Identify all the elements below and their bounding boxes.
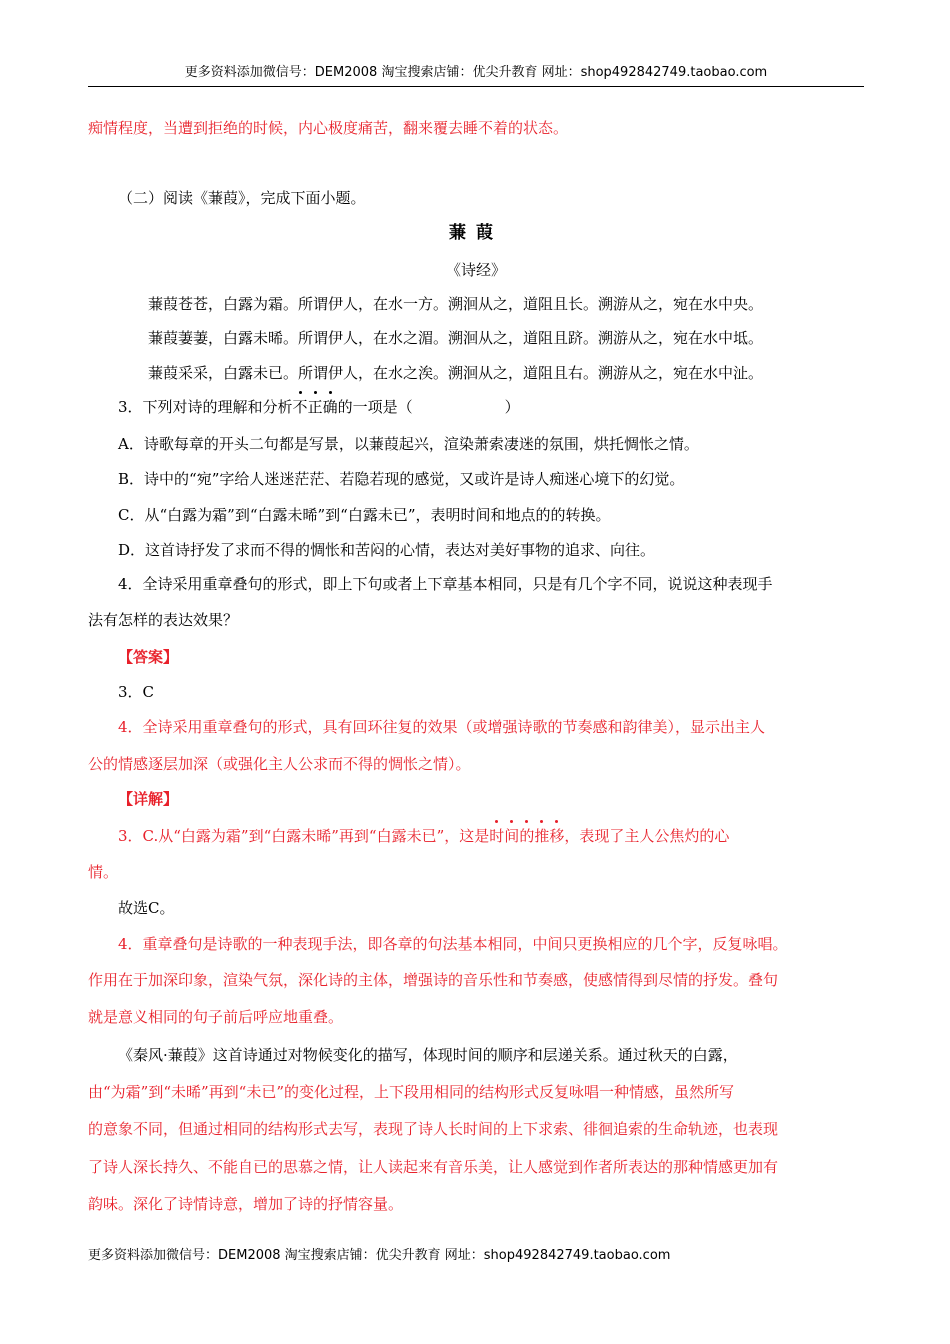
question-3 [118,396,864,418]
emphasis-char: 间 [504,827,520,845]
explain-3-line-2: 情。 [88,863,119,881]
section-intro: （二）阅读《蒹葭》，完成下面小题。 [118,189,366,207]
question-4-line-1: 4．全诗采用重章叠句的形式，即上下句或者上下章基本相同，只是有几个字不同，说说这种表现手 [118,575,773,593]
analysis-line-1: 由“为霜”到“未晞”再到“未已”的变化过程，上下段用相同的结构形式反复咏唱一种情感，虽然所写 [88,1083,735,1101]
emphasis-char: 移 [549,827,565,845]
page-header: 更多资料添加微信号：DEM2008 淘宝搜索店铺：优尖升教育 网址：shop492842749.taobao.com [184,65,768,80]
explain-3-conclusion: 故选C。 [118,899,175,917]
question-3-close: ） [504,398,520,416]
explain-label: 【详解】 [118,790,179,808]
analysis-line-2: 的意象不同，但通过相同的结构形式去写，表现了诗人长时间的上下求索、徘徊追索的生命轨迹，也表现 [88,1120,779,1138]
question-4-line-2: 法有怎样的表达效果？ [88,611,239,629]
emphasis-char: 推 [534,827,550,845]
poem-stanza-1: 蒹葭苍苍，白露为霜。所谓伊人，在水一方。溯洄从之，道阻且长。溯游从之，宛在水中央。 [148,295,764,313]
explain-3-line-1 [118,825,864,847]
previous-answer-tail: 痴情程度，当遭到拒绝的时候，内心极度痛苦，翻来覆去睡不着的状态。 [88,119,569,137]
poem-source: 《诗经》 [445,261,506,279]
emphasis-char: 不 [292,398,308,416]
question-3-prefix: 3．下列对诗的理解和分析 [118,398,293,416]
answer-4-line-1: 4．全诗采用重章叠句的形式，具有回环往复的效果（或增强诗歌的节奏感和韵律美），显示出主人 [118,718,766,736]
emphasis-char: 正 [307,398,323,416]
option-a: A．诗歌每章的开头二句都是写景，以蒹葭起兴，渲染萧索凄迷的氛围，烘托惆怅之情。 [118,435,699,453]
option-d: D．这首诗抒发了求而不得的惆怅和苦闷的心情，表达对美好事物的追求、向往。 [118,541,656,559]
poem-stanza-2: 蒹葭萋萋，白露未晞。所谓伊人，在水之湄。溯洄从之，道阻且跻。溯游从之，宛在水中坻。 [148,329,764,347]
option-b: B．诗中的“宛”字给人迷迷茫茫、若隐若现的感觉，又或许是诗人痴迷心境下的幻觉。 [118,470,685,488]
emphasis-char: 的 [519,827,535,845]
question-3-suffix: 的一项是（ [337,398,413,416]
analysis-line-3: 了诗人深长持久、不能自已的思慕之情，让人读起来有音乐美，让人感觉到作者所表达的那种情感更加有 [88,1158,779,1176]
explain-4-line-3: 就是意义相同的句子前后呼应地重叠。 [88,1008,344,1026]
explain-4-line-2: 作用在于加深印象，渲染气氛，深化诗的主体，增强诗的音乐性和节奏感，使感情得到尽情的抒发。叠句 [88,971,779,989]
answer-label: 【答案】 [118,648,179,666]
answer-4-line-2: 公的情感逐层加深（或强化主人公求而不得的惆怅之情）。 [88,755,471,773]
emphasis-char: 时 [489,827,505,845]
poem-stanza-3: 蒹葭采采，白露未已。所谓伊人，在水之涘。溯洄从之，道阻且右。溯游从之，宛在水中沚。 [148,364,764,382]
answer-3: 3．C [118,683,155,701]
page-footer: 更多资料添加微信号：DEM2008 淘宝搜索店铺：优尖升教育 网址：shop492842749.taobao.com [88,1248,671,1263]
explain-3-prefix: 3．C.从“白露为霜”到“白露未晞”再到“白露未已”，这是 [118,827,490,845]
explain-3-suffix: ，表现了主人公焦灼的心 [564,827,730,845]
explain-4-line-1: 4．重章叠句是诗歌的一种表现手法，即各章的句法基本相同，中间只更换相应的几个字，反复咏唱。 [118,935,788,953]
analysis-line-4: 韵味。深化了诗情诗意，增加了诗的抒情容量。 [88,1195,404,1213]
emphasis-char: 确 [322,398,338,416]
option-c: C．从“白露为霜”到“白露未晞”到“白露未已”，表明时间和地点的的转换。 [118,506,611,524]
header-divider [88,86,864,87]
poem-title: 蒹葭 [449,223,503,243]
analysis-intro: 《秦风·蒹葭》这首诗通过对物候变化的描写，体现时间的顺序和层递关系。通过秋天的白露， [118,1046,738,1064]
